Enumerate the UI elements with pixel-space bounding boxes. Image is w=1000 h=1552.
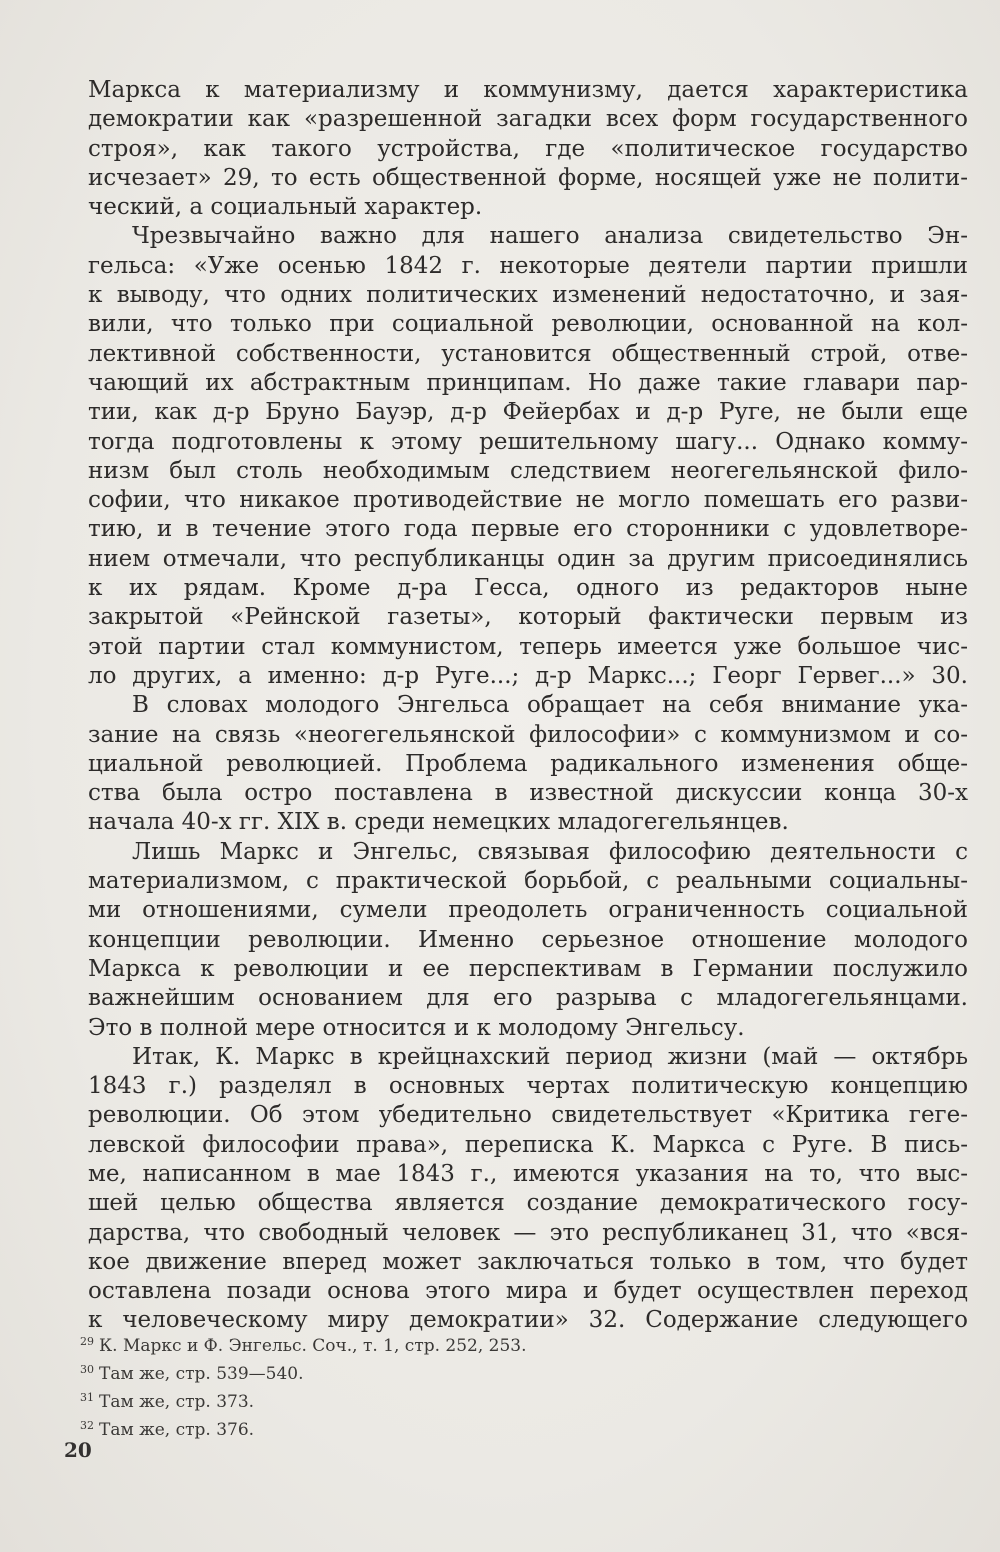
text-line: циальной революцией. Проблема радикального изменения обще-	[88, 750, 968, 777]
page-number: 20	[64, 1438, 92, 1462]
text-line: лективной собственности, установится общественный строй, отве-	[88, 340, 968, 367]
text-line: дарства, что свободный человек — это республиканец 31, что «вся-	[88, 1219, 968, 1246]
text-line: шей целью общества является создание демократического госу-	[88, 1190, 968, 1217]
text-line: строя», как такого устройства, где «политическое государство	[88, 135, 968, 162]
text-line: Это в полной мере относится и к молодому Энгельсу.	[88, 1014, 745, 1041]
footnote	[80, 1386, 880, 1414]
footnote-text: К. Маркс и Ф. Энгельс. Соч., т. 1, стр. 252, 253.	[99, 1336, 527, 1356]
text-line: Итак, К. Маркс в крейцнахский период жизни (май — октябрь	[132, 1043, 968, 1070]
text-line: исчезает» 29, то есть общественной форме, носящей уже не полити-	[88, 164, 968, 191]
text-line: закрытой «Рейнской газеты», который фактически первым из	[88, 604, 968, 631]
text-line: Лишь Маркс и Энгельс, связывая философию деятельности с	[132, 838, 968, 865]
text-line: тии, как д-р Бруно Бауэр, д-р Фейербах и д-р Руге, не были еще	[88, 399, 968, 426]
text-line: к их рядам. Кроме д-ра Гесса, одного из редакторов ныне	[88, 575, 968, 602]
text-line: оставлена позади основа этого мира и будет осуществлен переход	[88, 1278, 968, 1305]
footnote-number: 29	[80, 1335, 94, 1348]
footnote-text: Там же, стр. 376.	[99, 1420, 255, 1440]
footnote-number: 30	[80, 1363, 94, 1376]
text-line: Чрезвычайно важно для нашего анализа свидетельство Эн-	[132, 223, 968, 250]
text-line: к выводу, что одних политических изменений недостаточно, и зая-	[88, 282, 968, 309]
text-line: концепции революции. Именно серьезное отношение молодого	[88, 926, 968, 953]
text-line: ми отношениями, сумели преодолеть ограниченность социальной	[88, 897, 968, 924]
text-line: Маркса к материализму и коммунизму, дается характеристика	[88, 77, 968, 103]
text-line: нием отмечали, что республиканцы один за другим присоединялись	[88, 545, 968, 572]
footnote-text: Там же, стр. 539—540.	[99, 1364, 304, 1384]
text-line: кое движение вперед может заключаться только в том, что будет	[88, 1248, 968, 1275]
text-line: этой партии стал коммунистом, теперь имеется уже большое чис-	[88, 633, 968, 660]
text-line: 1843 г.) разделял в основных чертах политическую концепцию	[88, 1073, 968, 1100]
text-line: тию, и в течение этого года первые его сторонники с удовлетворе-	[88, 516, 968, 543]
text-line: ло других, а именно: д-р Руге...; д-р Маркс...; Георг Гервег...» 30.	[88, 662, 968, 689]
footnotes	[80, 1330, 880, 1442]
text-line: Маркса к революции и ее перспективам в Германии послужило	[88, 955, 968, 982]
footnote	[80, 1330, 880, 1358]
text-line: чающий их абстрактным принципам. Но даже такие главари пар-	[88, 369, 968, 396]
text-line: софии, что никакое противодействие не могло помешать его разви-	[88, 487, 968, 514]
text-line: важнейшим основанием для его разрыва с младогегельянцами.	[88, 985, 968, 1012]
footnote	[80, 1414, 880, 1442]
text-line: гельса: «Уже осенью 1842 г. некоторые деятели партии пришли	[88, 252, 968, 279]
text-line: зание на связь «неогегельянской философии» с коммунизмом и со-	[88, 721, 968, 748]
text-line: ческий, а социальный характер.	[88, 194, 483, 221]
text-line: низм был столь необходимым следствием неогегельянской фило-	[88, 457, 968, 484]
footnote-text: Там же, стр. 373.	[99, 1392, 255, 1412]
text-line: демократии как «разрешенной загадки всех форм государственного	[88, 106, 968, 133]
footnote-number: 31	[80, 1391, 94, 1404]
text-line: левской философии права», переписка К. Маркса с Руге. В пись-	[88, 1131, 968, 1158]
text-line: материализмом, с практической борьбой, с реальными социальны-	[88, 868, 968, 895]
footnote-number: 32	[80, 1419, 94, 1432]
text-line: начала 40-х гг. XIX в. среди немецких младогегельянцев.	[88, 809, 789, 836]
text-line: вили, что только при социальной революции, основанной на кол-	[88, 311, 968, 338]
text-line: тогда подготовлены к этому решительному шагу... Однако комму-	[88, 428, 968, 455]
text-line: ства была остро поставлена в известной дискуссии конца 30-х	[88, 780, 968, 807]
text-line: революции. Об этом убедительно свидетельствует «Критика геге-	[88, 1102, 968, 1129]
text-line: ме, написанном в мае 1843 г., имеются указания на то, что выс-	[88, 1160, 968, 1187]
footnote	[80, 1358, 880, 1386]
text-line: В словах молодого Энгельса обращает на себя внимание ука-	[132, 692, 968, 719]
main-text	[88, 76, 968, 1336]
text-line: к человеческому миру демократии» 32. Содержание следующего	[88, 1307, 968, 1334]
